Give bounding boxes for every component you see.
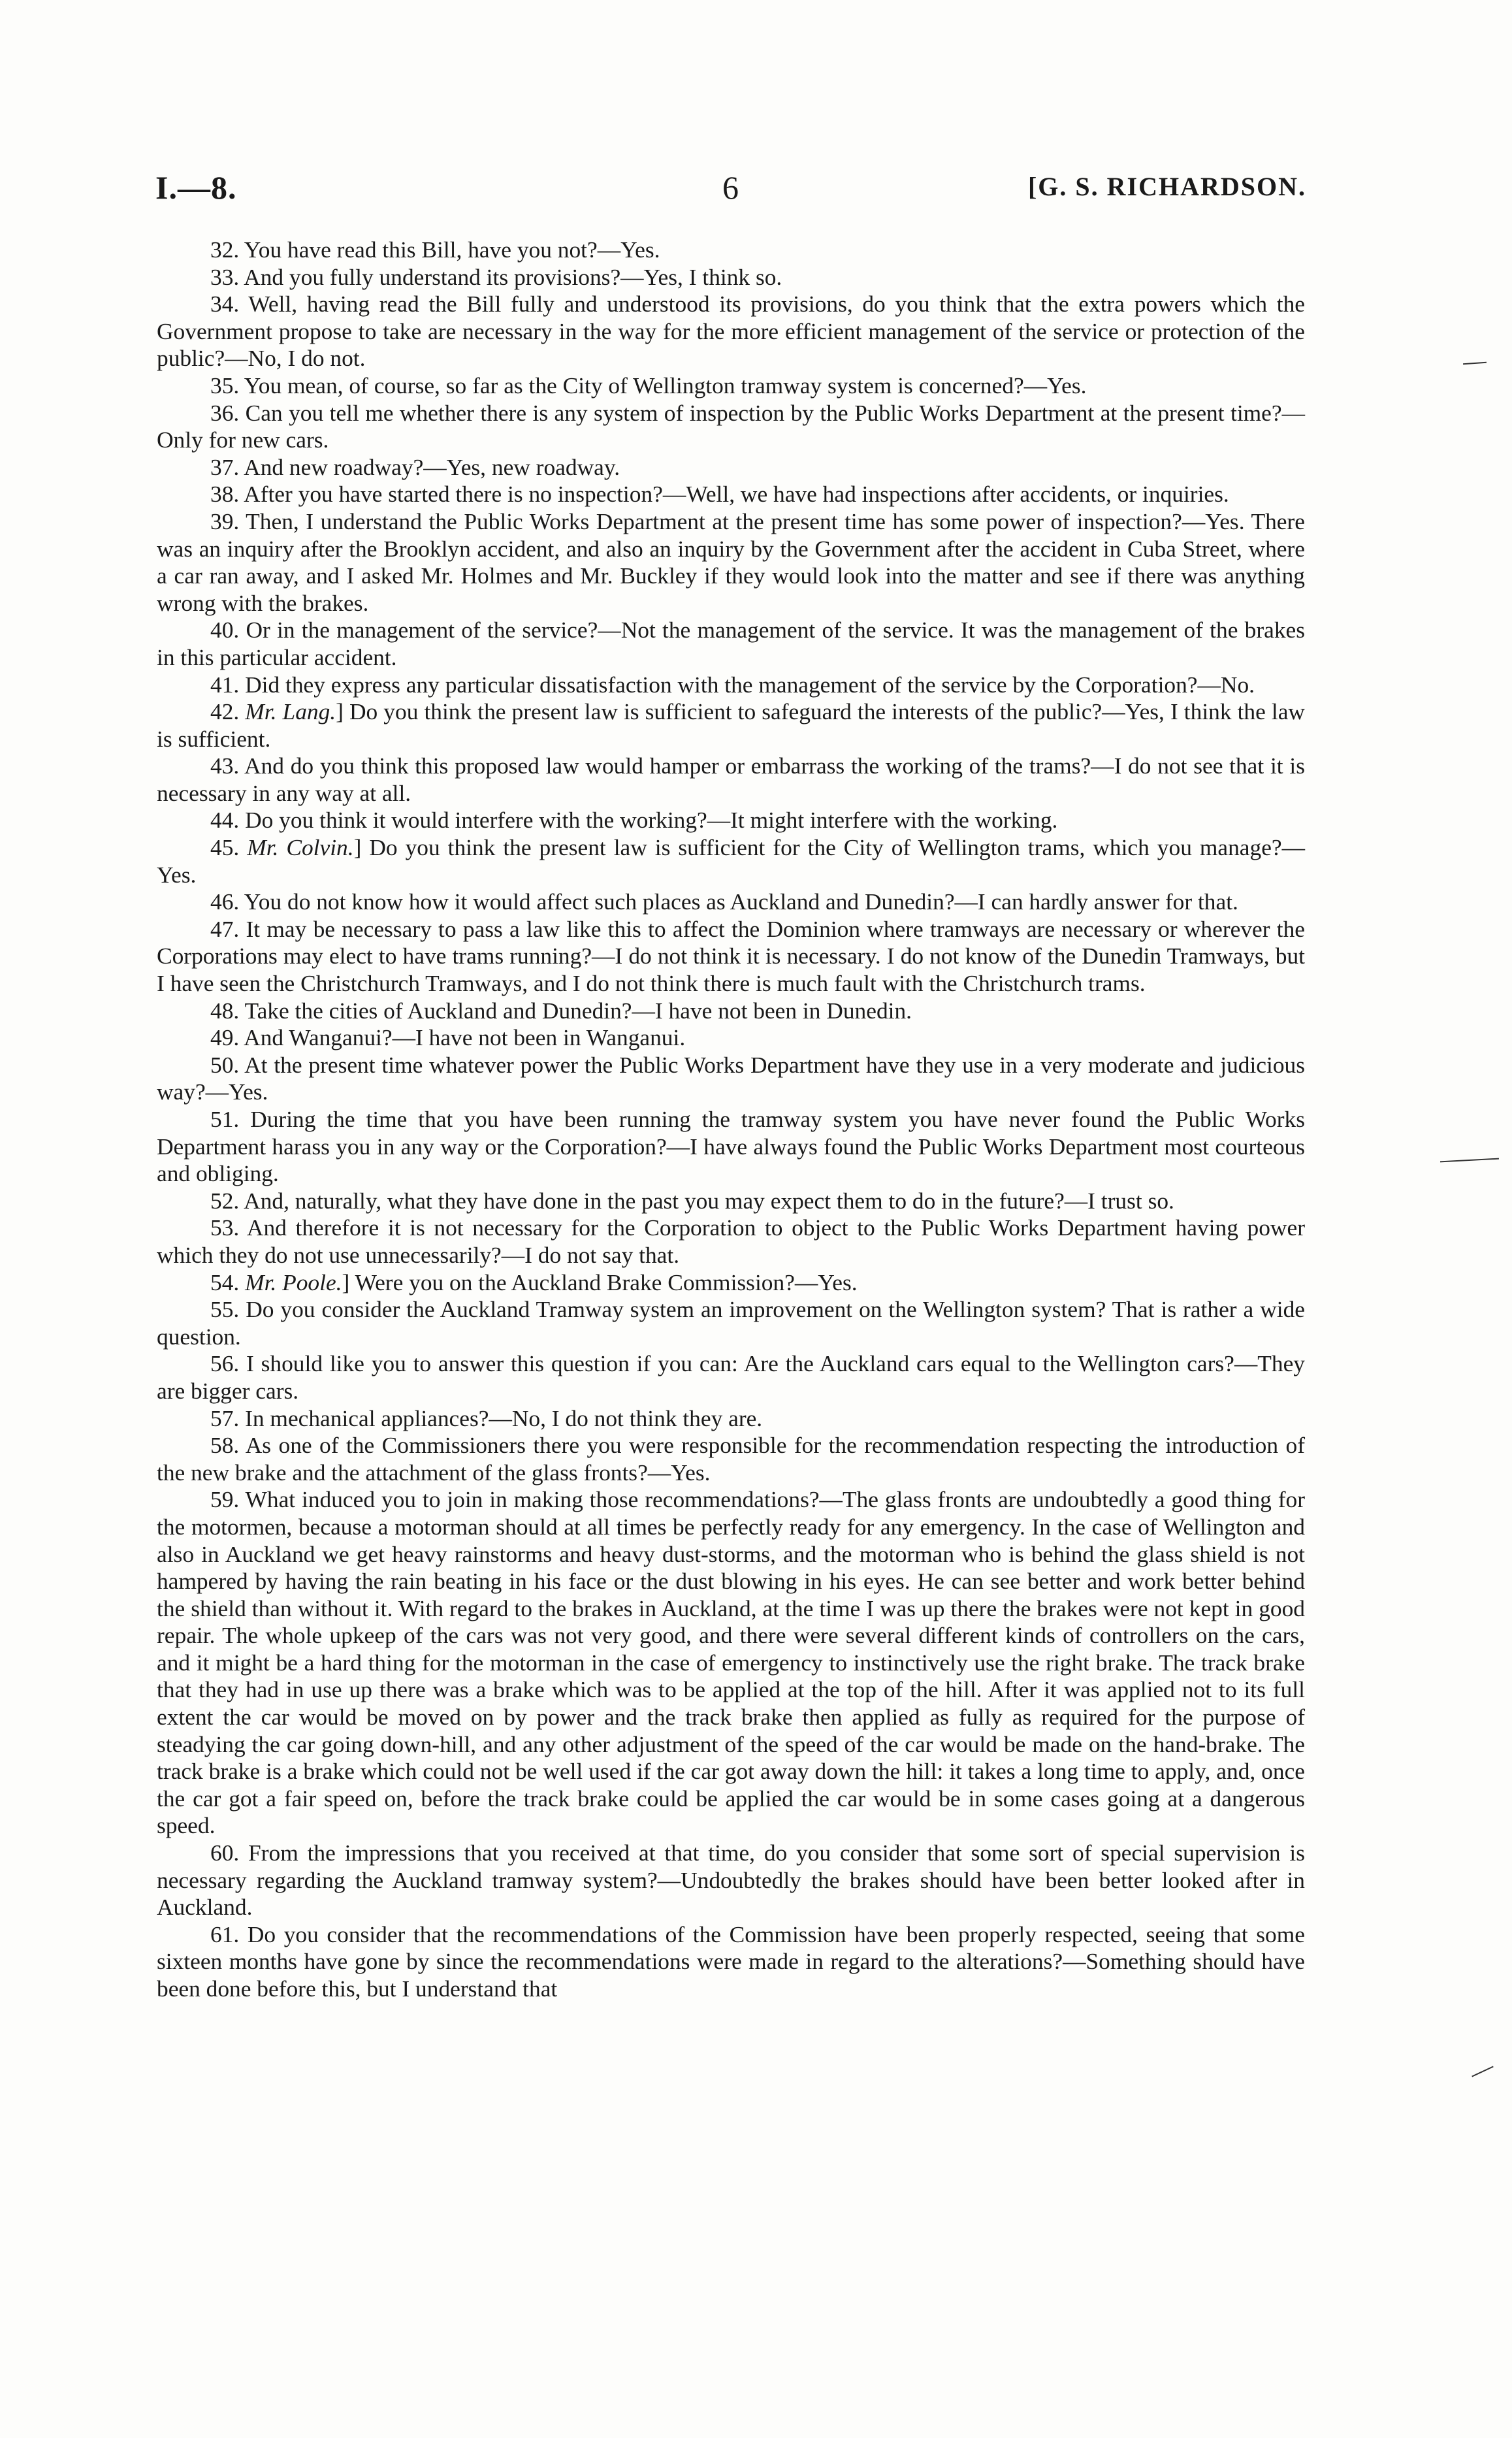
- page-number: 6: [722, 169, 739, 206]
- paper-reference: I.—8.: [155, 169, 237, 206]
- question-answer-paragraph: [157, 1214, 1305, 1269]
- question-answer-paragraph: [157, 1024, 1305, 1052]
- question-answer-paragraph: [157, 400, 1305, 454]
- paragraph-text: 49. And Wanganui?—I have not been in Wanganui.: [210, 1024, 686, 1051]
- paragraph-text: 36. Can you tell me whether there is any system of inspection by the Public Works Department at the present time?—Only for new cars.: [157, 399, 1305, 453]
- paragraph-text: 52. And, naturally, what they have done in the past you may expect them to do in the future?—I trust so.: [210, 1187, 1174, 1214]
- question-answer-paragraph: [157, 1106, 1305, 1188]
- paragraph-text: 44. Do you think it would interfere with the working?—It might interfere with the working.: [210, 807, 1058, 834]
- question-answer-paragraph: [157, 753, 1305, 807]
- paragraph-text: 59. What induced you to join in making those recommendations?—The glass fronts are undoubtedly a good thing for the motormen, because a motorman should at all times be perfectly ready for any emergency. In the case of Wellington and also in Auckland we get heavy rainstorms and heavy dust-storms, and the motorman who is behind the glass shield is not hampered by having the rain beating in his face or the dust blowing in his eyes. He can see better and work better behind the shield than without it. With regard to the brakes in Auckland, at the time I was up there the brakes were not kept in good repair. The whole upkeep of the cars was not very good, and there were several different kinds of controllers on the cars, and it might be a hard thing for the motorman in the case of emergency to instinctively use the right brake. The track brake that they had in use up there was a brake which was to be applied at the top of the hill. After it was applied not to its full extent the car would be moved on by power and the track brake then applied as fully as required for the purpose of steadying the car going down-hill, and any other adjustment of the speed of the car would be made on the hand-brake. The track brake is a brake which could not be well used if the car got away down the hill: it takes a long time to apply, and, once the car got a fair speed on, before the track brake could be applied the car would be in some cases going at a dangerous speed.: [157, 1486, 1305, 1839]
- paragraph-text: 41. Did they express any particular dissatisfaction with the management of the service by the Corporation?—No.: [210, 671, 1255, 698]
- question-answer-paragraph: [157, 617, 1305, 671]
- paragraph-text: 39. Then, I understand the Public Works Department at the present time has some power of inspection?—Yes. There was an inquiry after the Brooklyn accident, and also an inquiry by the Government after the accident in Cuba Street, where a car ran away, and I asked Mr. Holmes and Mr. Buckley if they would look into the matter and see if there was anything wrong with the brakes.: [157, 508, 1305, 616]
- question-answer-paragraph: [157, 1269, 1305, 1297]
- paragraph-text: 42.: [210, 698, 246, 725]
- paragraph-text: 57. In mechanical appliances?—No, I do not think they are.: [210, 1405, 763, 1431]
- question-answer-paragraph: [157, 1405, 1305, 1433]
- paragraph-text-continued: ] Do you think the present law is sufficient for the City of Wellington trams, which you manage?—Yes.: [157, 834, 1305, 888]
- question-answer-paragraph: [157, 1296, 1305, 1350]
- paragraph-text: 33. And you fully understand its provisions?—Yes, I think so.: [210, 263, 782, 290]
- question-answer-paragraph: [157, 1188, 1305, 1215]
- paragraph-text: 45.: [210, 834, 248, 861]
- paragraph-text: 32. You have read this Bill, have you not?—Yes.: [210, 236, 660, 263]
- paragraph-text: 51. During the time that you have been running the tramway system you have never found the Public Works Department harass you in any way or the Corporation?—I have always found the Public Works Department most courteous and obliging.: [157, 1106, 1305, 1187]
- question-answer-paragraph: [157, 807, 1305, 834]
- question-answer-paragraph: [157, 454, 1305, 481]
- margin-mark: [1463, 362, 1487, 365]
- speaker-name: Mr. Lang.: [245, 698, 336, 725]
- paragraph-text: 50. At the present time whatever power the Public Works Department have they use in a very moderate and judicious way?—Yes.: [157, 1051, 1305, 1105]
- paragraph-text: 37. And new roadway?—Yes, new roadway.: [210, 453, 620, 480]
- question-answer-paragraph: [157, 1432, 1305, 1486]
- question-answer-paragraph: [157, 916, 1305, 998]
- page-header: [155, 169, 1306, 214]
- question-answer-paragraph: [157, 1921, 1305, 2003]
- testimony-body: [157, 236, 1305, 2003]
- question-answer-paragraph: [157, 1486, 1305, 1840]
- speaker-name: Mr. Poole.: [245, 1269, 342, 1295]
- paragraph-text: 40. Or in the management of the service?—Not the management of the service. It was the management of the brakes in this particular accident.: [157, 617, 1305, 670]
- question-answer-paragraph: [157, 998, 1305, 1025]
- question-answer-paragraph: [157, 672, 1305, 699]
- question-answer-paragraph: [157, 888, 1305, 916]
- paragraph-text: 53. And therefore it is not necessary for the Corporation to object to the Public Works Department having power which they do not use unnecessarily?—I do not say that.: [157, 1214, 1305, 1268]
- question-answer-paragraph: [157, 264, 1305, 291]
- paragraph-text: 38. After you have started there is no inspection?—Well, we have had inspections after accidents, or inquiries.: [210, 481, 1229, 508]
- paragraph-text: 60. From the impressions that you received at that time, do you consider that some sort of special supervision is necessary regarding the Auckland tramway system?—Undoubtedly the brakes should have been better looked after in Auckland.: [157, 1840, 1305, 1921]
- paragraph-text: 34. Well, having read the Bill fully and understood its provisions, do you think that the extra powers which the Government propose to take are necessary in the way for the more efficient management of the service or protection of the public?—No, I do not.: [157, 291, 1305, 372]
- paragraph-text-continued: ] Were you on the Auckland Brake Commission?—Yes.: [342, 1269, 858, 1295]
- question-answer-paragraph: [157, 508, 1305, 617]
- paragraph-text: 35. You mean, of course, so far as the City of Wellington tramway system is concerned?—Yes.: [210, 372, 1087, 398]
- paragraph-text: 48. Take the cities of Auckland and Dunedin?—I have not been in Dunedin.: [210, 997, 912, 1024]
- question-answer-paragraph: [157, 1350, 1305, 1405]
- margin-mark: [1440, 1158, 1499, 1163]
- question-answer-paragraph: [157, 834, 1305, 888]
- paragraph-text: 43. And do you think this proposed law would hamper or embarrass the working of the trams?—I do not see that it is necessary in any way at all.: [157, 753, 1305, 806]
- question-answer-paragraph: [157, 1052, 1305, 1106]
- question-answer-paragraph: [157, 236, 1305, 264]
- paragraph-text: 58. As one of the Commissioners there you were responsible for the recommendation respecting the introduction of the new brake and the attachment of the glass fronts?—Yes.: [157, 1432, 1305, 1486]
- question-answer-paragraph: [157, 481, 1305, 508]
- paragraph-text: 47. It may be necessary to pass a law like this to affect the Dominion where tramways are necessary or wherever the Corporations may elect to have trams running?—I do not think it is necessary. I do not know of the Dunedin Tramways, but I have seen the Christchurch Tramways, and I do not think there is much fault with the Christchurch trams.: [157, 915, 1305, 997]
- margin-mark: [1472, 2066, 1493, 2077]
- paragraph-text: 46. You do not know how it would affect such places as Auckland and Dunedin?—I can hardly answer for that.: [210, 888, 1238, 915]
- paragraph-text: 56. I should like you to answer this question if you can: Are the Auckland cars equal to the Wellington cars?—They are bigger cars.: [157, 1350, 1305, 1404]
- question-answer-paragraph: [157, 291, 1305, 372]
- question-answer-paragraph: [157, 1840, 1305, 1921]
- witness-name: [G. S. RICHARDSON.: [1027, 172, 1306, 201]
- question-answer-paragraph: [157, 372, 1305, 400]
- paragraph-text: 61. Do you consider that the recommendations of the Commission have been properly respected, seeing that some sixteen months have gone by since the recommendations were made in regard to the alterations?—Something should have been done before this, but I understand that: [157, 1921, 1305, 2002]
- paragraph-text: 54.: [210, 1269, 246, 1295]
- paragraph-text-continued: ] Do you think the present law is sufficient to safeguard the interests of the public?—Yes, I think the law is sufficient.: [157, 698, 1305, 752]
- paragraph-text: 55. Do you consider the Auckland Tramway system an improvement on the Wellington system? That is rather a wide question.: [157, 1296, 1305, 1350]
- speaker-name: Mr. Colvin.: [247, 834, 354, 861]
- question-answer-paragraph: [157, 698, 1305, 753]
